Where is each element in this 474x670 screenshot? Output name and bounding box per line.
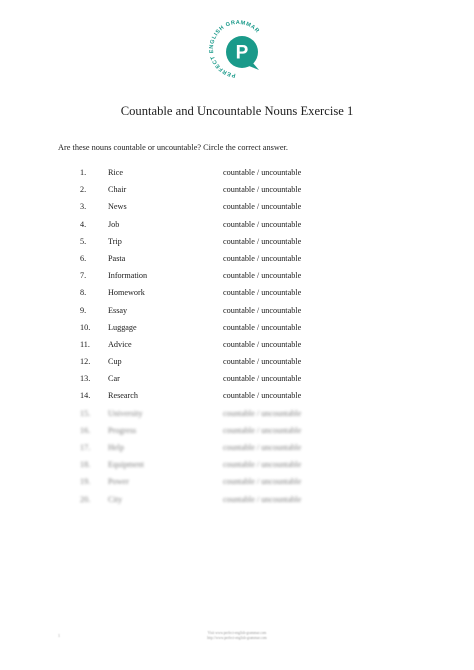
item-choice[interactable]: countable / uncountable bbox=[223, 357, 302, 367]
list-item bbox=[0, 271, 474, 288]
list-item bbox=[0, 288, 474, 305]
item-word: Trip bbox=[108, 236, 122, 246]
blurred-list-item bbox=[0, 426, 474, 443]
item-choice: countable / uncountable bbox=[223, 494, 302, 504]
list-item bbox=[0, 340, 474, 357]
item-choice[interactable]: countable / uncountable bbox=[223, 339, 302, 349]
footer-line-2[interactable]: http://www.perfect-english-grammar.com bbox=[207, 636, 267, 640]
logo-brand-text: PERFECT ENGLISH GRAMMAR bbox=[208, 19, 261, 78]
item-word: Help bbox=[108, 443, 124, 452]
item-word: Car bbox=[108, 374, 120, 384]
item-choice: countable / uncountable bbox=[223, 408, 302, 418]
list-item bbox=[0, 323, 474, 340]
page-number: 1 bbox=[58, 633, 60, 638]
item-word: Cup bbox=[108, 357, 122, 367]
item-number: 19. bbox=[80, 477, 91, 487]
instructions: Are these nouns countable or uncountable? Circle the correct answer. bbox=[58, 143, 288, 152]
item-choice: countable / uncountable bbox=[223, 425, 302, 435]
blurred-list-item bbox=[0, 409, 474, 426]
list-item bbox=[0, 374, 474, 391]
page-footer bbox=[0, 631, 474, 641]
item-number: 10. bbox=[80, 322, 91, 332]
item-choice[interactable]: countable / uncountable bbox=[223, 202, 302, 212]
item-number: 2. bbox=[80, 185, 87, 195]
item-word: Chair bbox=[108, 185, 127, 195]
item-number: 15. bbox=[80, 408, 91, 418]
item-number: 1. bbox=[80, 168, 87, 177]
item-choice[interactable]: countable / uncountable bbox=[223, 391, 302, 401]
item-choice[interactable]: countable / uncountable bbox=[223, 271, 302, 281]
list-item bbox=[0, 306, 474, 323]
item-choice[interactable]: countable / uncountable bbox=[223, 322, 302, 332]
item-word: Progress bbox=[108, 425, 137, 435]
item-choice[interactable]: countable / uncountable bbox=[223, 374, 302, 384]
exercise-list bbox=[0, 168, 474, 512]
item-number: 20. bbox=[80, 494, 91, 504]
item-word: News bbox=[108, 202, 127, 212]
item-choice[interactable]: countable / uncountable bbox=[223, 253, 302, 263]
item-word: Job bbox=[108, 219, 120, 229]
item-choice[interactable]: countable / uncountable bbox=[223, 236, 302, 246]
item-word: Advice bbox=[108, 339, 132, 349]
item-number: 13. bbox=[80, 374, 91, 384]
list-item bbox=[0, 357, 474, 374]
item-number: 18. bbox=[80, 460, 91, 470]
item-word: Power bbox=[108, 477, 129, 487]
list-item bbox=[0, 237, 474, 254]
item-word: Homework bbox=[108, 288, 145, 298]
item-word: Research bbox=[108, 391, 139, 401]
footer-line-1: Visit www.perfect-english-grammar.com bbox=[207, 631, 267, 635]
item-number: 3. bbox=[80, 202, 87, 212]
list-item bbox=[0, 202, 474, 219]
logo-letter: P bbox=[235, 42, 249, 64]
item-number: 5. bbox=[80, 236, 87, 246]
item-number: 7. bbox=[80, 271, 87, 281]
blurred-list-item bbox=[0, 495, 474, 512]
list-item bbox=[0, 220, 474, 237]
list-item bbox=[0, 168, 474, 185]
item-number: 9. bbox=[80, 305, 87, 315]
item-word: Information bbox=[108, 271, 148, 281]
item-number: 11. bbox=[80, 339, 90, 349]
item-choice[interactable]: countable / uncountable bbox=[223, 219, 302, 229]
item-number: 8. bbox=[80, 288, 87, 298]
item-number: 6. bbox=[80, 253, 87, 263]
brand-logo bbox=[203, 14, 273, 84]
item-choice: countable / uncountable bbox=[223, 443, 302, 452]
item-choice[interactable]: countable / uncountable bbox=[223, 185, 302, 195]
page-title: Countable and Uncountable Nouns Exercise 1 bbox=[120, 104, 354, 118]
item-choice: countable / uncountable bbox=[223, 460, 302, 470]
item-word: Rice bbox=[108, 168, 124, 177]
blurred-list-item bbox=[0, 460, 474, 477]
item-number: 4. bbox=[80, 219, 87, 229]
item-number: 16. bbox=[80, 425, 91, 435]
item-word: Luggage bbox=[108, 322, 137, 332]
item-number: 12. bbox=[80, 357, 91, 367]
list-item bbox=[0, 254, 474, 271]
item-choice: countable / uncountable bbox=[223, 477, 302, 487]
item-number: 14. bbox=[80, 391, 91, 401]
item-number: 17. bbox=[80, 443, 91, 452]
item-choice[interactable]: countable / uncountable bbox=[223, 288, 302, 298]
list-item bbox=[0, 185, 474, 202]
item-choice[interactable]: countable / uncountable bbox=[223, 168, 302, 177]
item-choice[interactable]: countable / uncountable bbox=[223, 305, 302, 315]
blurred-list-item bbox=[0, 477, 474, 494]
blurred-list-item bbox=[0, 443, 474, 460]
brand-logo-icon bbox=[203, 14, 273, 84]
item-word: Essay bbox=[108, 305, 128, 315]
list-item bbox=[0, 391, 474, 408]
item-word: Pasta bbox=[108, 253, 126, 263]
item-word: University bbox=[108, 408, 143, 418]
item-word: City bbox=[108, 494, 123, 504]
item-word: Equipment bbox=[108, 460, 144, 470]
